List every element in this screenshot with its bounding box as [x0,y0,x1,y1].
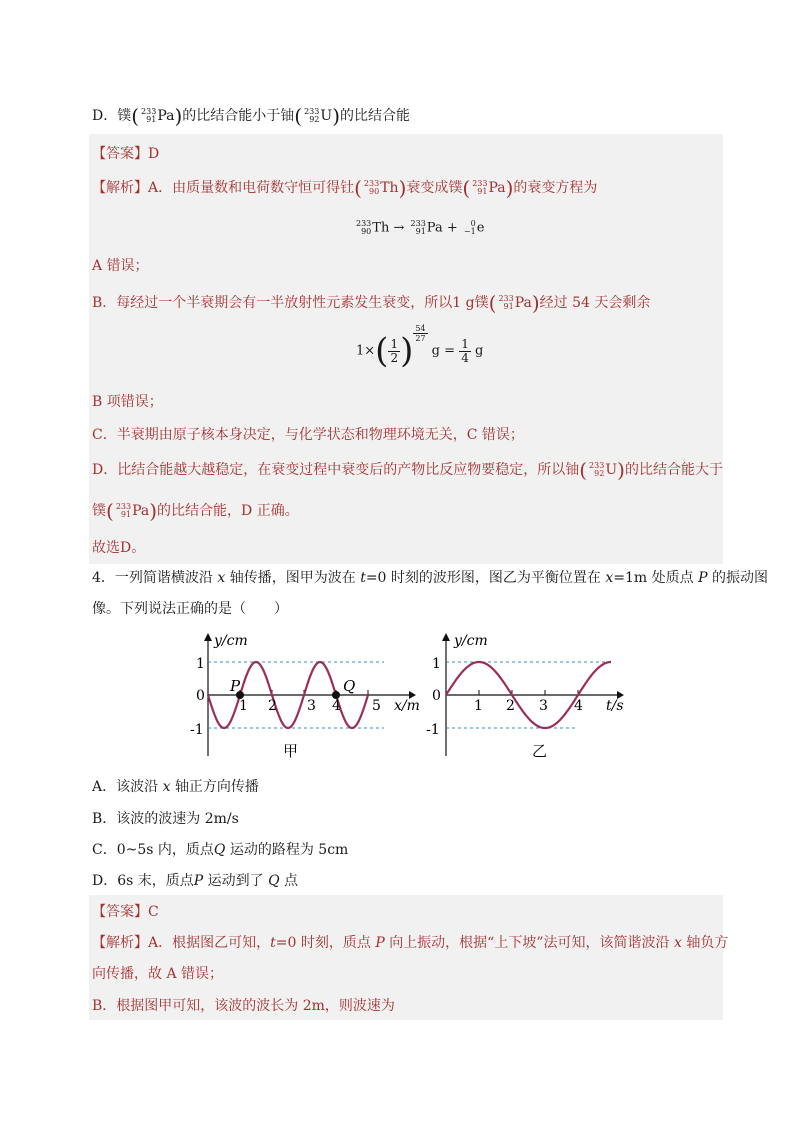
q4-stem-line2: 像。下列说法正确的是（ ） [92,601,288,617]
element: Pa [157,108,175,124]
q3-b-wrong: B 项错误； [92,394,163,410]
text: 衰变成镤 [406,180,463,196]
q4-option-b: B．该波的波速为 2m/s [92,811,239,827]
y-axis-label: y/cm [214,633,248,649]
text: 的比结合能 [340,108,410,124]
q3-analysis-d-line1: D．比结合能越大越稳定，在衰变过程中衰变后的产物比反应物要稳定，所以铀( 233 92 U)的比结合能大于 [92,458,723,482]
wave-graph-jia [188,628,428,768]
vibration-graph-yi [426,628,626,768]
q4-analysis-a-line2: 向传播，故 A 错误； [92,966,224,982]
caption-jia: 甲 [283,742,299,760]
q4-option-d: D．6s 末，质点P 运动到了 Q 点 [92,873,299,889]
y-axis-arrow [204,633,212,641]
text: 的比结合能小于铀 [182,108,295,124]
tick-x-4: 4 [332,698,341,714]
tick-y-1: 1 [432,656,441,672]
q3-option-d: D．镤( 233 91 Pa)的比结合能小于铀( 233 92 U)的比结合能 [92,104,410,128]
q4-option-c: C．0~5s 内，质点Q 运动的路程为 5cm [92,842,349,858]
tick-y-0: 0 [196,688,205,704]
point-p-label: P [230,677,241,695]
q3-analysis-c: C．半衰期由原子核本身决定，与化学状态和物理环境无关，C 错误； [92,427,524,443]
half-life-equation: 1×( $\frac{1}{2}$ ) $\frac{54}{27}$ g = $\frac{1}{4}$ g [356,324,484,371]
element: U [320,108,333,124]
text: D．镤 [92,108,132,124]
q4-analysis-b: B．根据图甲可知，该波的波长为 2m，则波速为 [92,998,395,1014]
tick-y-neg1: -1 [426,722,440,738]
element: Th [380,180,399,196]
y-axis-label: y/cm [454,633,488,649]
point-q-label: Q [343,677,356,695]
q3-a-wrong: A 错误； [92,258,149,274]
tick-y-neg1: -1 [190,722,204,738]
tick-x-1: 1 [239,698,248,714]
q4-option-a: A．该波沿 x 轴正方向传播 [92,779,259,795]
q3-analysis-a: 【解析】A．由质量数和电荷数守恒可得钍( 233 90 Th)衰变成镤( 233 91 Pa)的衰变方程为 [92,176,598,200]
decay-equation: 233 90 Th → 233 91 Pa + 0 −1 e [356,219,485,236]
isotope-th: 233 90 [363,179,380,196]
isotope-u: 233 92 [304,107,320,124]
tick-x-3: 3 [307,698,316,714]
isotope-pa: 233 91 [141,107,157,124]
q4-analysis-a-line1: 【解析】A．根据图乙可知，t=0 时刻，质点 P 向上振动，根据“上下坡”法可知，该简谐波沿 x 轴负方 [92,935,729,951]
q3-analysis-d-line2: 镤( 233 91 Pa)的比结合能，D 正确。 [92,499,299,523]
text: 的衰变方程为 [513,180,598,196]
q3-conclusion: 故选D。 [92,540,146,556]
x-axis-label: x/m [394,698,420,714]
tick-x-5: 5 [372,698,381,714]
tick-x-2: 2 [506,698,515,714]
isotope-pa: 233 91 [472,179,488,196]
tick-y-0: 0 [432,688,441,704]
text: 【解析】A．由质量数和电荷数守恒可得钍 [92,180,355,196]
q4-stem-line1: 4．一列简谐横波沿 x 轴传播，图甲为波在 t=0 时刻的波形图，图乙为平衡位置在 x=1m 处质点 P 的振动图 [92,570,768,586]
q4-answer: 【答案】C [92,904,159,920]
q3-answer: 【答案】D [92,146,160,162]
tick-x-2: 2 [268,698,277,714]
tick-x-1: 1 [474,698,483,714]
tick-x-4: 4 [574,698,583,714]
q3-analysis-b: B．每经过一个半衰期会有一半放射性元素发生衰变，所以1 g镤( 233 91 Pa)经过 54 天会剩余 [92,291,651,315]
tick-x-3: 3 [539,698,548,714]
x-axis-label: t/s [606,698,624,714]
tick-y-1: 1 [196,656,205,672]
element: Pa [488,180,506,196]
caption-yi: 乙 [532,742,548,760]
y-axis-arrow [442,633,450,641]
